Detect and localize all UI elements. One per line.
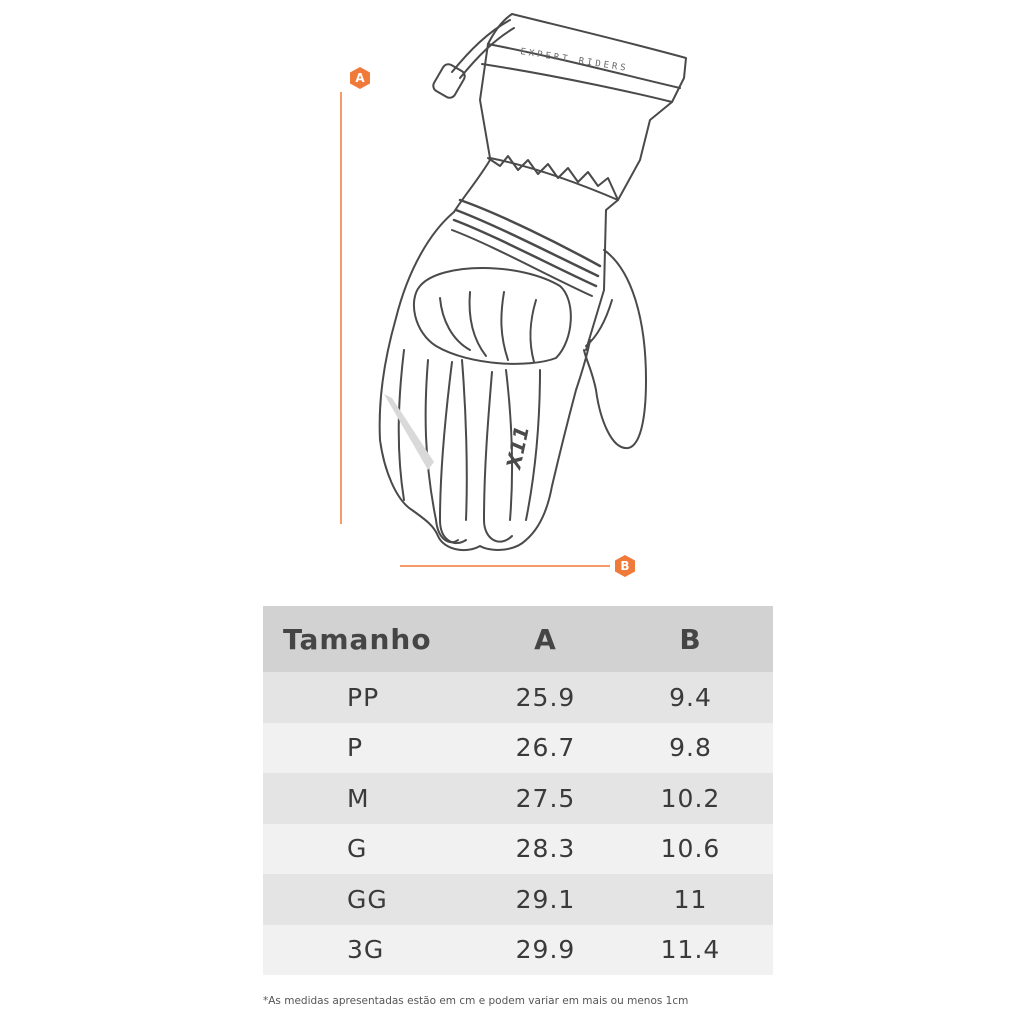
glove-logo: X11 (501, 423, 534, 472)
header-size: Tamanho (283, 622, 432, 656)
glove-thumb (584, 250, 646, 448)
finger-middle (440, 362, 466, 543)
cell-size: P (347, 733, 364, 763)
cell-a: 28.3 (515, 834, 576, 864)
cell-a: 29.9 (515, 935, 576, 965)
table-row (263, 672, 773, 723)
cell-b: 9.4 (669, 682, 712, 712)
cell-b: 11 (673, 884, 708, 914)
table-header-row (263, 606, 773, 672)
header-b: B (679, 622, 702, 656)
wrist-stripes (460, 200, 600, 266)
table-row (263, 723, 773, 774)
cell-b: 10.6 (660, 834, 721, 864)
cuff-brand-text: EXPERT RIDERS (519, 47, 630, 75)
cell-a: 25.9 (515, 682, 576, 712)
cell-size: PP (347, 682, 380, 712)
size-table (263, 606, 773, 975)
marker-b: B (615, 555, 635, 577)
glove-cuff (480, 14, 686, 200)
table-row (263, 874, 773, 925)
header-a: A (534, 622, 557, 656)
cell-b: 11.4 (660, 935, 721, 965)
table-row (263, 824, 773, 875)
measurement-footnote: *As medidas apresentadas estão em cm e podem variar em mais ou menos 1cm (263, 995, 689, 1007)
cell-b: 10.2 (660, 783, 721, 813)
cell-size: 3G (347, 935, 385, 965)
table-row (263, 925, 773, 976)
cell-size: GG (347, 884, 388, 914)
cell-size: G (347, 834, 368, 864)
table-row (263, 773, 773, 824)
cell-b: 9.8 (669, 733, 712, 763)
knuckle-guard (414, 268, 571, 364)
marker-a: A (350, 67, 370, 89)
cuff-toggle (431, 62, 467, 100)
cell-size: M (347, 783, 370, 813)
cell-a: 29.1 (515, 884, 576, 914)
cell-a: 27.5 (515, 783, 576, 813)
cell-a: 26.7 (515, 733, 576, 763)
